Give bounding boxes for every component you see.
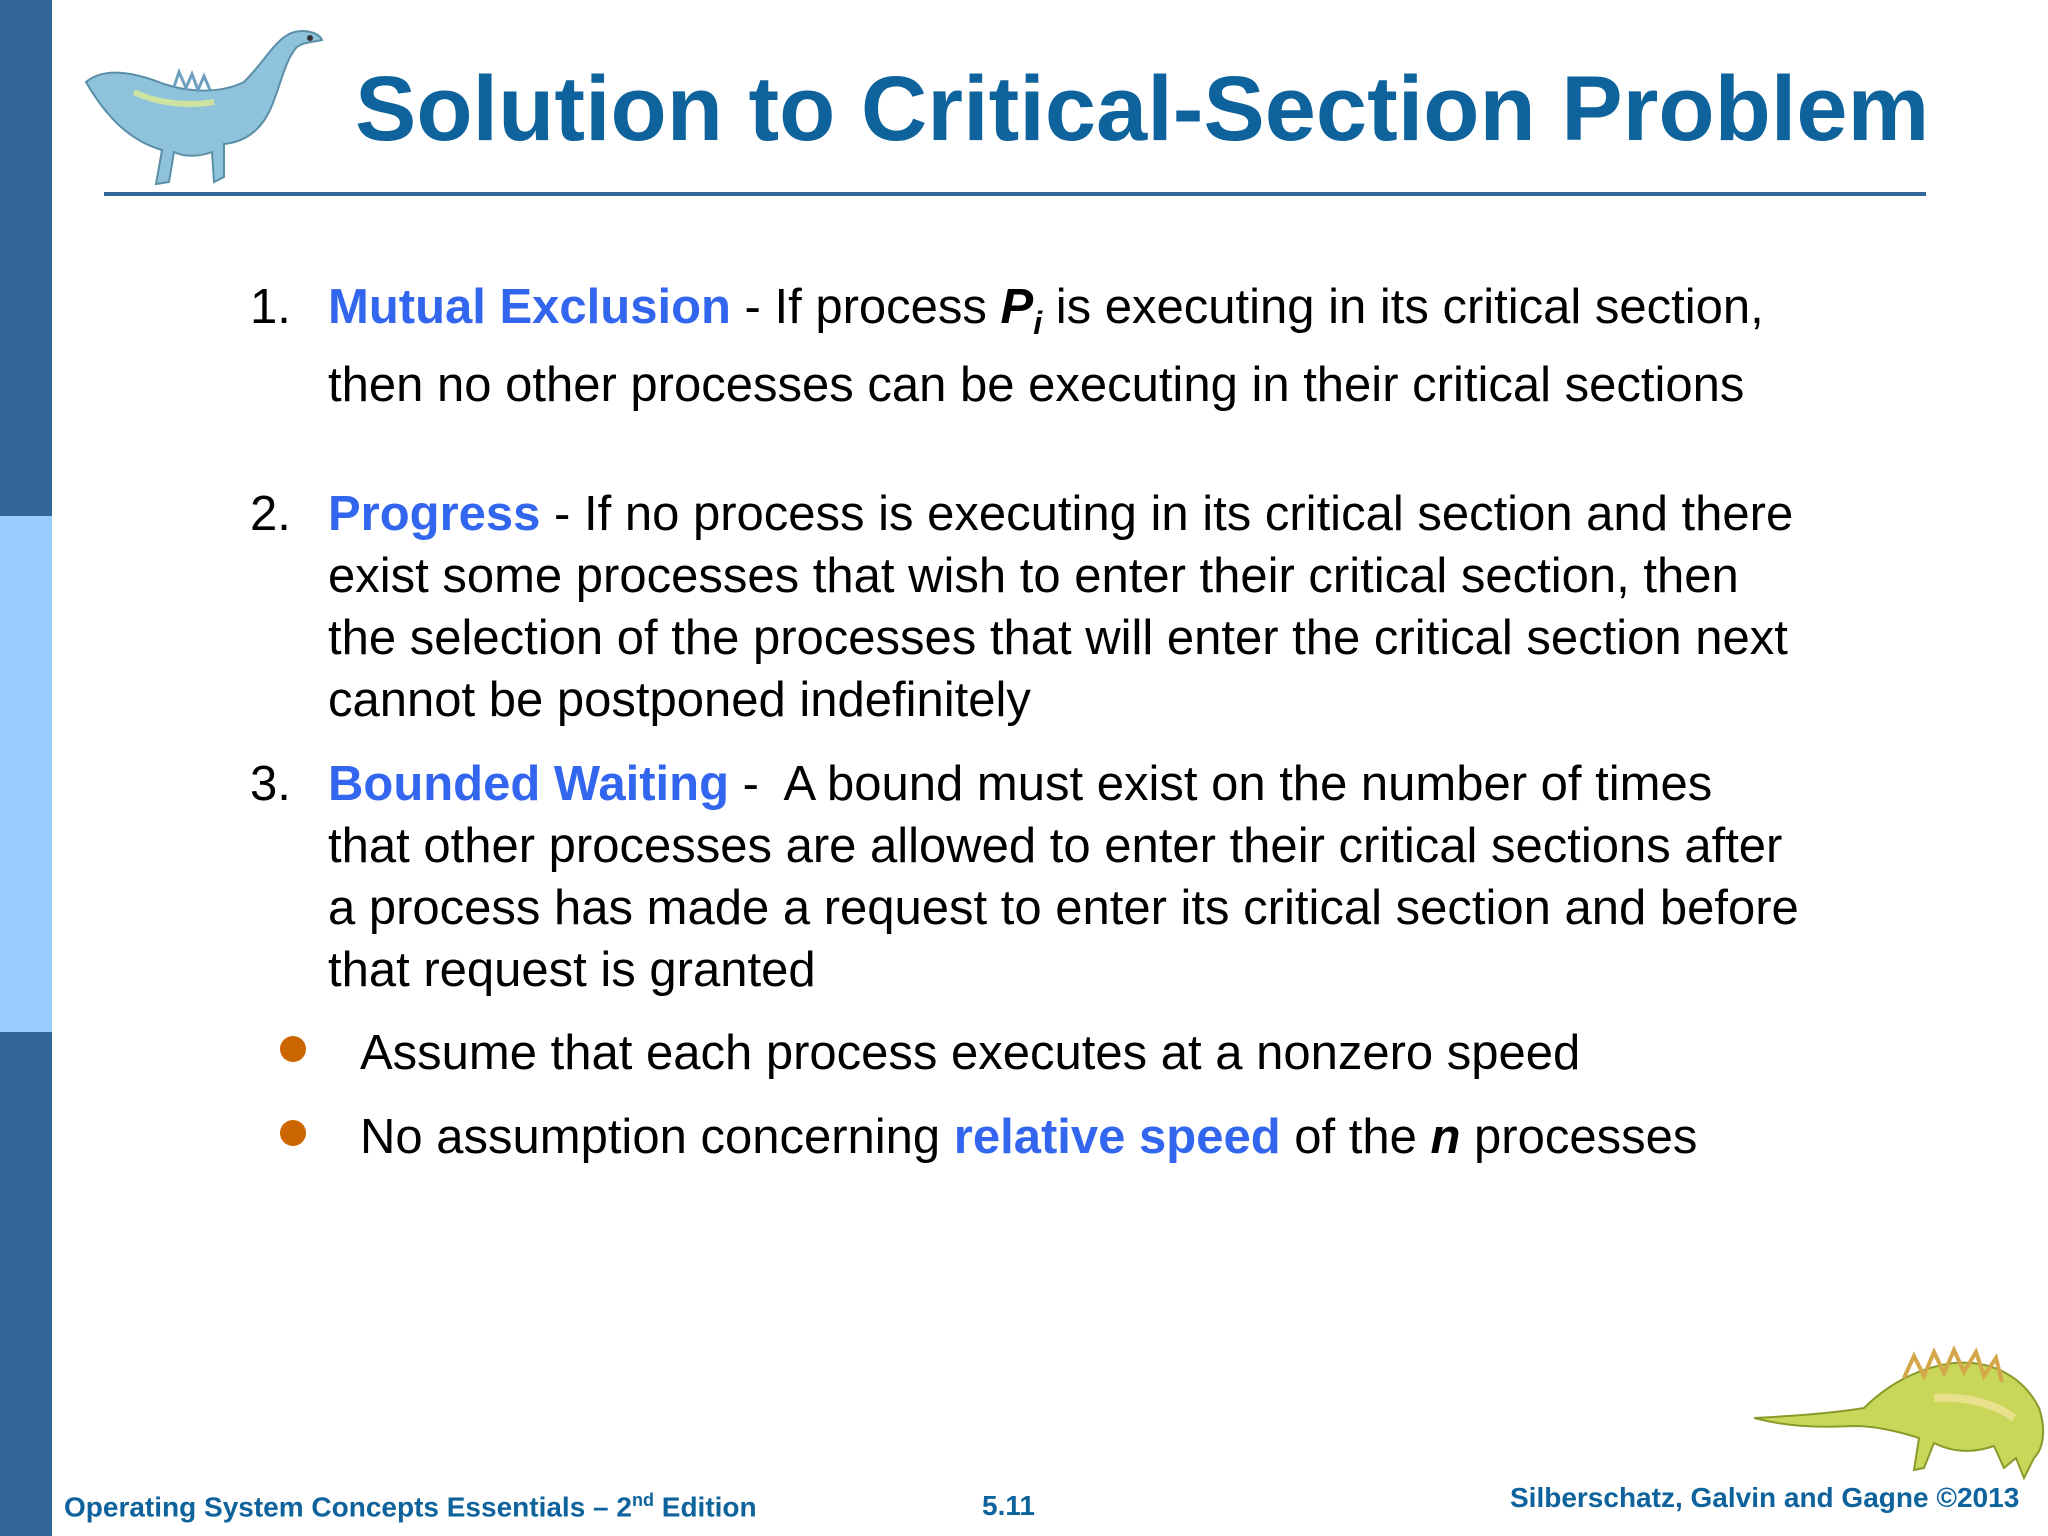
list-item-body — [328, 276, 1800, 416]
term-mutual-exclusion: Mutual Exclusion — [328, 280, 731, 334]
bullet-text — [360, 1106, 1760, 1168]
footer-title-superscript: nd — [631, 1490, 654, 1510]
dinosaur-logo-top — [74, 12, 324, 190]
bullet-text-part: of the — [1280, 1110, 1431, 1164]
term-bounded-waiting: Bounded Waiting — [328, 757, 729, 811]
sub-bullet-relative-speed — [360, 1106, 1760, 1168]
footer-title-end: Edition — [653, 1491, 757, 1523]
sub-bullet-nonzero-speed — [360, 1022, 1760, 1084]
item-text: - If no process is executing in its critical section and there exist some processes that wish to enter their critical section, then the selection of the processes that will enter the critical section next cannot be postponed indefinitely — [328, 487, 1794, 727]
item-text: - A bound must exist on the number of times that other processes are allowed to enter their critical sections after a process has made a request to enter its critical section and before that request is granted — [328, 757, 1813, 997]
list-item-body — [328, 753, 1813, 1001]
bullet-text: Assume that each process executes at a nonzero speed — [360, 1026, 1581, 1080]
list-item-mutual-exclusion — [250, 276, 1800, 416]
item-text: - If process — [730, 280, 1001, 334]
title-divider — [104, 192, 1926, 196]
list-number: 3. — [250, 757, 291, 811]
dinosaur-logo-bottom — [1754, 1318, 2048, 1488]
variable-subscript: i — [1033, 304, 1043, 341]
list-item-bounded-waiting — [250, 753, 1813, 1001]
bullet-text-part: processes — [1460, 1110, 1698, 1164]
left-strip-bottom — [0, 1032, 52, 1536]
term-progress: Progress — [328, 487, 541, 541]
bullet-dot-icon — [280, 1120, 306, 1146]
list-number: 1. — [250, 280, 291, 334]
left-strip-top — [0, 0, 52, 516]
variable-p: P — [1000, 280, 1034, 334]
item-text: is executing in its critical section, then no other processes can be executing in their critical sections — [328, 280, 1764, 412]
highlight-relative-speed: relative speed — [953, 1110, 1281, 1164]
list-item-body — [328, 483, 1800, 731]
bullet-text-part: No assumption concerning — [360, 1110, 954, 1164]
footer-book-title — [64, 1490, 757, 1523]
list-number: 2. — [250, 487, 291, 541]
process-variable — [1000, 280, 1043, 341]
bullet-dot-icon — [280, 1036, 306, 1062]
variable-n: n — [1430, 1110, 1461, 1164]
slide-number: 5.11 — [982, 1490, 1035, 1521]
left-strip-middle — [0, 516, 52, 1032]
footer-title-text: Operating System Concepts Essentials – 2 — [64, 1491, 632, 1523]
list-item-progress — [250, 483, 1800, 731]
page-title: Solution to Critical-Section Problem — [355, 58, 1930, 160]
footer-authors: Silberschatz, Galvin and Gagne ©2013 — [1510, 1482, 2020, 1513]
